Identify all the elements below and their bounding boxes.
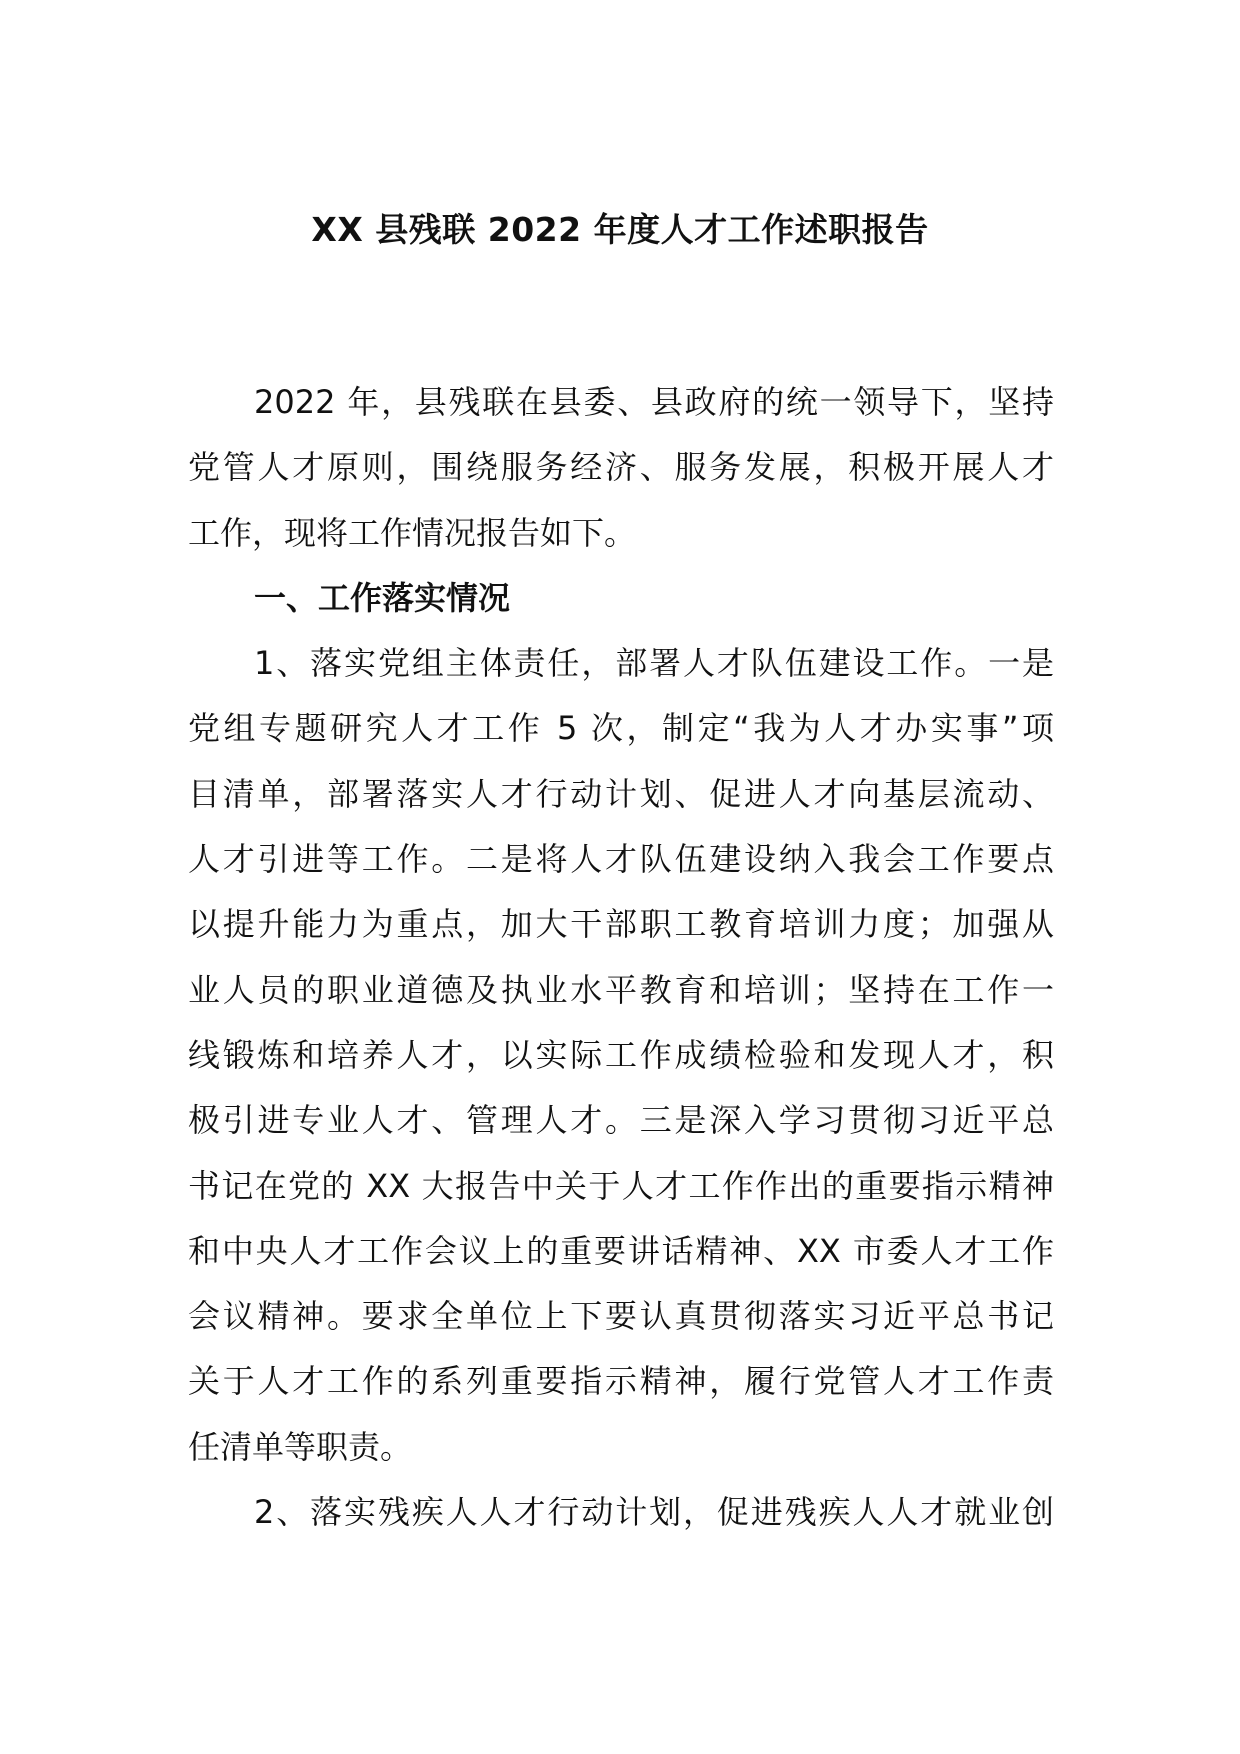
paragraph-line: 1、落实党组主体责任，部署人才队伍建设工作。一是 [254, 644, 1054, 683]
paragraph-line: 线锻炼和培养人才，以实际工作成绩检验和发现人才，积 [188, 1035, 1054, 1074]
paragraph-line: 书记在党的 XX 大报告中关于人才工作作出的重要指示精神 [188, 1166, 1054, 1205]
paragraph-line: 关于人才工作的系列重要指示精神，履行党管人才工作责 [188, 1362, 1054, 1401]
paragraph-line: 业人员的职业道德及执业水平教育和培训；坚持在工作一 [188, 970, 1054, 1009]
paragraph-line: 2022 年，县残联在县委、县政府的统一领导下，坚持 [254, 383, 1054, 421]
paragraph-line: 工作，现将工作情况报告如下。 [188, 513, 637, 552]
paragraph-line: 党管人才原则，围绕服务经济、服务发展，积极开展人才 [188, 448, 1054, 487]
document-body [188, 370, 1054, 1545]
paragraph-line: 和中央人才工作会议上的重要讲话精神、XX 市委人才工作 [188, 1231, 1054, 1270]
paragraph-line: 2、落实残疾人人才行动计划，促进残疾人人才就业创 [254, 1493, 1054, 1532]
paragraph-line: 任清单等职责。 [188, 1427, 413, 1466]
paragraph-line: 目清单，部署落实人才行动计划、促进人才向基层流动、 [188, 774, 1054, 813]
paragraph-line: 会议精神。要求全单位上下要认真贯彻落实习近平总书记 [188, 1297, 1054, 1336]
paragraph-line: 人才引进等工作。二是将人才队伍建设纳入我会工作要点 [188, 840, 1054, 879]
document-title: XX 县残联 2022 年度人才工作述职报告 [311, 210, 929, 249]
section-heading: 一、工作落实情况 [254, 578, 511, 617]
paragraph-line: 极引进专业人才、管理人才。三是深入学习贯彻习近平总 [188, 1101, 1054, 1140]
paragraph-line: 以提升能力为重点，加大干部职工教育培训力度；加强从 [188, 905, 1054, 944]
paragraph-line: 党组专题研究人才工作 5 次，制定“我为人才办实事”项 [188, 709, 1054, 748]
